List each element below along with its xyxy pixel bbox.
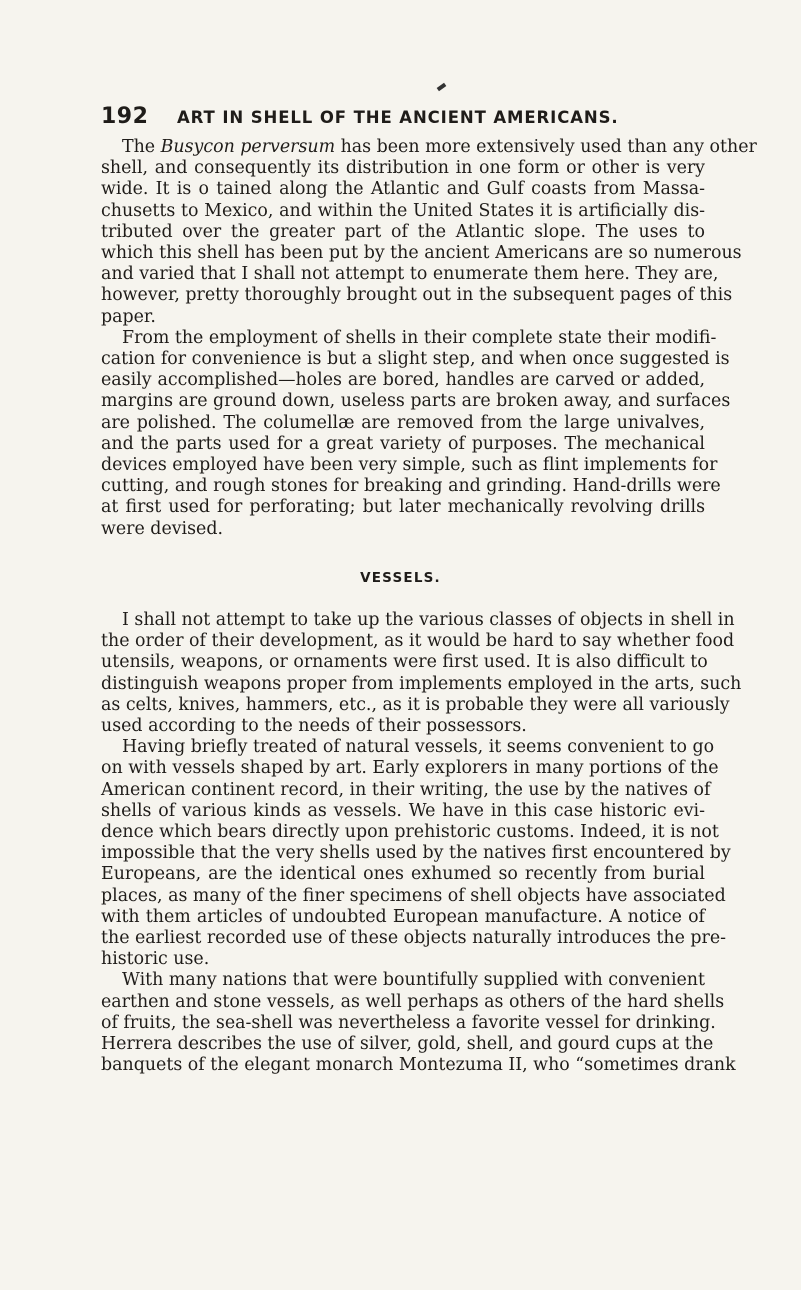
text-line: and varied that I shall not attempt to enumerate them here. They are, [101,264,719,285]
section-heading: VESSELS. [360,570,441,586]
text-line: The Busycon perversum has been more extensively used than any other [122,137,757,157]
text-line: utensils, weapons, or ornaments were first used. It is also difficult to [101,652,708,673]
text-line: the earliest recorded use of these objects naturally introduces the pre- [101,928,727,949]
text-line: cutting, and rough stones for breaking and grinding. Hand-drills were [101,476,721,497]
text-line: Having briefly treated of natural vessels, it seems convenient to go [122,737,715,758]
text-line: however, pretty thoroughly brought out in the subsequent pages of this [101,285,733,306]
body-text-section-2 [101,610,742,1076]
text-line: easily accomplished—holes are bored, handles are carved or added, [101,370,705,391]
text-line: at first used for perforating; but later mechanically revolving drills [101,497,705,518]
text-line: used according to the needs of their possessors. [101,716,527,737]
text-line: the order of their development, as it would be hard to say whether food [101,631,735,652]
text-line: cation for convenience is but a slight step, and when once suggested is [101,349,730,370]
text-line: places, as many of the finer specimens of shell objects have associated [101,885,726,906]
text-line: American continent record, in their writing, the use by the natives of [101,779,711,800]
body-text-section-1 [101,137,757,540]
text-line: with them articles of undoubted European manufacture. A notice of [101,906,705,927]
text-line: Herrera describes the use of silver, gold, shell, and gourd cups at the [101,1034,714,1055]
printers-mark [437,83,447,91]
text-line: and the parts used for a great variety of purposes. The mechanical [101,433,705,454]
text-line: I shall not attempt to take up the various classes of objects in shell in [122,610,735,630]
text-line: margins are ground down, useless parts are broken away, and surfaces [101,391,731,412]
text-line: banquets of the elegant monarch Montezuma II, who “sometimes drank [101,1055,736,1076]
text-line: shell, and consequently its distribution in one form or other is very [101,158,705,179]
text-line: dence which bears directly upon prehistoric customs. Indeed, it is not [101,822,719,843]
text-line: are polished. The columellæ are removed from the large univalves, [101,412,705,433]
text-line: as celts, knives, hammers, etc., as it is probable they were all variously [101,694,730,715]
running-title: ART IN SHELL OF THE ANCIENT AMERICANS. [177,108,619,127]
page-header [101,104,701,134]
text-line: From the employment of shells in their complete state their modifi- [122,327,717,348]
text-line: devices employed have been very simple, such as flint implements for [101,455,718,476]
text-line: earthen and stone vessels, as well perhaps as others of the hard shells [101,991,725,1012]
text-line: shells of various kinds as vessels. We have in this case historic evi- [101,800,705,821]
text-line: paper. [101,306,156,327]
text-line: impossible that the very shells used by the natives first encountered by [101,843,731,864]
text-line: which this shell has been put by the ancient Americans are so numerous [101,243,742,264]
page-number: 192 [101,104,149,129]
text-line: were devised. [101,518,223,539]
text-line: wide. It is o tained along the Atlantic and Gulf coasts from Massa- [101,179,705,200]
text-line: of fruits, the sea-shell was nevertheless a favorite vessel for drinking. [101,1012,716,1033]
text-line: tributed over the greater part of the Atlantic slope. The uses to [101,221,705,242]
text-line: distinguish weapons proper from implements employed in the arts, such [101,673,742,694]
text-line: Europeans, are the identical ones exhumed so recently from burial [101,864,705,885]
text-line: historic use. [101,949,210,970]
text-line: chusetts to Mexico, and within the United States it is artificially dis- [101,200,705,221]
text-line: With many nations that were bountifully supplied with convenient [122,970,705,991]
text-line: on with vessels shaped by art. Early explorers in many portions of the [101,758,719,779]
